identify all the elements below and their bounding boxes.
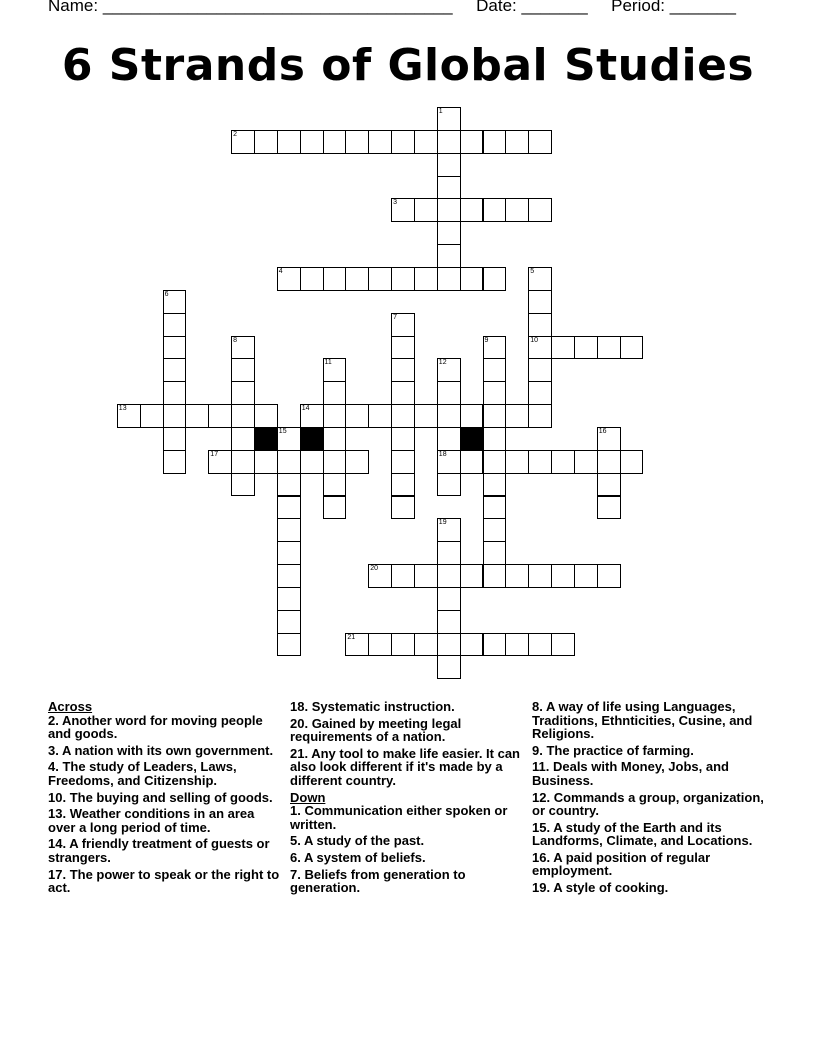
- grid-cell[interactable]: [277, 564, 301, 588]
- clue-number: 17: [210, 450, 219, 458]
- clue-number: 5: [530, 268, 535, 275]
- clue-text: The power to speak or the right to act.: [48, 866, 280, 896]
- grid-cell[interactable]: [368, 130, 392, 154]
- clue-number: 18: [438, 450, 447, 458]
- clue-item: [48, 791, 280, 805]
- clue-item: [532, 881, 764, 895]
- grid-cell[interactable]: [437, 130, 461, 154]
- grid-cell[interactable]: [414, 130, 438, 154]
- grid-cell[interactable]: [574, 450, 598, 474]
- clue-text: A paid position of regular employment.: [532, 849, 711, 879]
- grid-cell[interactable]: [597, 450, 621, 474]
- clue-text: Gained by meeting legal requirements of a nation.: [290, 715, 462, 745]
- grid-cell[interactable]: [574, 336, 598, 360]
- black-square: [460, 427, 484, 451]
- grid-cell[interactable]: [323, 381, 347, 405]
- down-clue-list-continued: [532, 700, 764, 895]
- clue-number-label: 19.: [532, 880, 551, 896]
- grid-cell[interactable]: [483, 267, 507, 291]
- grid-cell[interactable]: [483, 198, 507, 222]
- grid-cell[interactable]: [528, 564, 552, 588]
- name-blank[interactable]: _____________________________________: [102, 0, 453, 15]
- clue-item: [532, 791, 764, 818]
- clue-number: 13: [118, 405, 127, 413]
- date-blank[interactable]: _______: [521, 0, 588, 15]
- clue-number: 10: [530, 336, 538, 344]
- grid-cell[interactable]: [483, 404, 507, 428]
- grid-cell[interactable]: [254, 450, 278, 474]
- grid-cell[interactable]: [528, 313, 552, 337]
- clue-number-label: 21.: [290, 745, 309, 761]
- grid-cell[interactable]: [483, 518, 507, 542]
- grid-cell[interactable]: [505, 450, 529, 474]
- grid-cell[interactable]: [483, 381, 507, 405]
- grid-cell[interactable]: [391, 404, 415, 428]
- grid-cell[interactable]: [460, 267, 484, 291]
- clue-text: Commands a group, organization, or country.: [532, 789, 764, 819]
- grid-cell[interactable]: [391, 130, 415, 154]
- clue-text: The study of Leaders, Laws, Freedoms, and Citizenship.: [48, 759, 237, 788]
- grid-cell[interactable]: [437, 427, 461, 451]
- clue-number: 16: [598, 427, 607, 435]
- grid-cell[interactable]: [277, 450, 301, 474]
- grid-cell[interactable]: [323, 450, 347, 474]
- grid-cell[interactable]: [528, 130, 552, 154]
- grid-cell[interactable]: [437, 587, 461, 611]
- grid-cell[interactable]: [368, 564, 392, 588]
- clue-number: 14: [301, 405, 310, 413]
- across-clue-list-continued: [290, 700, 522, 787]
- clue-number-label: 8.: [532, 699, 543, 714]
- grid-cell[interactable]: [528, 358, 552, 382]
- grid-cell[interactable]: [437, 450, 461, 474]
- grid-cell[interactable]: [254, 130, 278, 154]
- grid-cell[interactable]: [208, 450, 232, 474]
- clue-text: Deals with Money, Jobs, and Business.: [532, 759, 729, 788]
- clue-number: 1: [438, 108, 443, 115]
- grid-cell[interactable]: [391, 336, 415, 360]
- clue-item: [532, 851, 764, 878]
- grid-cell[interactable]: [414, 633, 438, 657]
- date-label: Date:: [476, 0, 517, 15]
- grid-cell[interactable]: [528, 290, 552, 314]
- clue-number: 19: [438, 519, 447, 527]
- grid-cell[interactable]: [391, 633, 415, 657]
- grid-cell[interactable]: [437, 107, 461, 131]
- grid-cell[interactable]: [323, 358, 347, 382]
- clue-item: [290, 717, 522, 744]
- clue-text: A way of life using Languages, Traditions, Ethnticities, Cusine, and Religions.: [532, 699, 753, 741]
- grid-cell[interactable]: [551, 336, 575, 360]
- clue-item: [532, 700, 764, 741]
- clue-item: [48, 744, 280, 758]
- grid-cell[interactable]: [300, 267, 324, 291]
- grid-cell[interactable]: [323, 473, 347, 497]
- clue-number: 15: [278, 427, 287, 435]
- clue-text: Systematic instruction.: [308, 699, 455, 714]
- grid-cell[interactable]: [437, 221, 461, 245]
- grid-cell[interactable]: [460, 633, 484, 657]
- grid-cell[interactable]: [277, 610, 301, 634]
- name-label: Name:: [48, 0, 99, 15]
- grid-cell[interactable]: [620, 450, 644, 474]
- period-label: Period:: [611, 0, 666, 15]
- grid-cell[interactable]: [231, 404, 255, 428]
- grid-cell[interactable]: [391, 473, 415, 497]
- clue-text: A study of the Earth and its Landforms, Climate, and Locations.: [532, 819, 753, 849]
- clue-text: A friendly treatment of guests or strangers.: [48, 836, 270, 865]
- grid-cell[interactable]: [574, 564, 598, 588]
- grid-cell[interactable]: [231, 381, 255, 405]
- grid-cell[interactable]: [483, 450, 507, 474]
- grid-cell[interactable]: [300, 130, 324, 154]
- clue-text: A study of the past.: [300, 833, 425, 849]
- grid-cell[interactable]: [437, 381, 461, 405]
- clue-column-1: [48, 700, 280, 898]
- clue-item: [48, 807, 280, 834]
- clue-number: 6: [164, 290, 169, 298]
- clue-number-label: 7.: [290, 866, 301, 882]
- grid-cell[interactable]: [140, 404, 164, 428]
- grid-cell[interactable]: [163, 313, 187, 337]
- grid-cell[interactable]: [391, 450, 415, 474]
- clue-item: [532, 744, 764, 758]
- clue-column-2: [290, 700, 522, 898]
- grid-cell[interactable]: [597, 496, 621, 520]
- clue-number-label: 13.: [48, 806, 67, 822]
- grid-cell[interactable]: [277, 473, 301, 497]
- grid-cell[interactable]: [163, 427, 187, 451]
- grid-cell[interactable]: [277, 587, 301, 611]
- grid-cell[interactable]: [277, 267, 301, 291]
- clue-number: 4: [278, 268, 283, 275]
- grid-cell[interactable]: [460, 198, 484, 222]
- clue-number: 2: [233, 130, 237, 138]
- grid-cell[interactable]: [437, 473, 461, 497]
- across-clue-list: [48, 714, 280, 895]
- grid-cell[interactable]: [345, 404, 369, 428]
- grid-cell[interactable]: [483, 564, 507, 588]
- clue-number-label: 14.: [48, 836, 67, 852]
- grid-cell[interactable]: [323, 130, 347, 154]
- clue-text: The practice of farming.: [542, 742, 694, 758]
- grid-cell[interactable]: [483, 130, 507, 154]
- grid-cell[interactable]: [414, 564, 438, 588]
- grid-cell[interactable]: [323, 427, 347, 451]
- clue-number-label: 5.: [290, 833, 301, 849]
- clue-item: [532, 760, 764, 787]
- grid-cell[interactable]: [437, 267, 461, 291]
- grid-cell[interactable]: [163, 450, 187, 474]
- grid-cell[interactable]: [163, 290, 187, 314]
- clue-number-label: 12.: [532, 789, 551, 805]
- clue-number: 3: [393, 199, 397, 207]
- grid-cell[interactable]: [208, 404, 232, 428]
- clue-text: Beliefs from generation to generation.: [290, 866, 466, 896]
- grid-cell[interactable]: [323, 267, 347, 291]
- grid-cell[interactable]: [277, 130, 301, 154]
- grid-cell[interactable]: [528, 404, 552, 428]
- clue-number-label: 16.: [532, 849, 551, 865]
- grid-cell[interactable]: [163, 381, 187, 405]
- grid-cell[interactable]: [528, 633, 552, 657]
- clue-number: 7: [393, 313, 397, 321]
- grid-cell[interactable]: [300, 404, 324, 428]
- clue-number: 11: [324, 359, 332, 367]
- grid-cell[interactable]: [505, 404, 529, 428]
- clue-number-label: 1.: [290, 803, 301, 819]
- grid-cell[interactable]: [437, 358, 461, 382]
- grid-cell[interactable]: [231, 450, 255, 474]
- down-clue-list: [290, 804, 522, 895]
- grid-cell[interactable]: [460, 450, 484, 474]
- clue-text: Weather conditions in an area over a long period of time.: [48, 806, 255, 835]
- grid-cell[interactable]: [597, 336, 621, 360]
- grid-cell[interactable]: [437, 518, 461, 542]
- clue-text: A style of cooking.: [550, 880, 669, 896]
- grid-cell[interactable]: [528, 381, 552, 405]
- clue-number: 9: [484, 336, 489, 344]
- clue-item: [290, 804, 522, 831]
- grid-cell[interactable]: [414, 198, 438, 222]
- clue-number: 8: [233, 336, 237, 344]
- clue-column-3: [532, 700, 764, 898]
- clue-number-label: 6.: [290, 849, 301, 865]
- grid-cell[interactable]: [505, 633, 529, 657]
- grid-cell[interactable]: [528, 450, 552, 474]
- grid-cell[interactable]: [277, 541, 301, 565]
- clue-number-label: 3.: [48, 742, 59, 758]
- grid-cell[interactable]: [437, 655, 461, 679]
- period-blank[interactable]: _______: [669, 0, 736, 15]
- across-heading: Across: [48, 699, 93, 714]
- grid-cell[interactable]: [437, 404, 461, 428]
- clue-item: [290, 851, 522, 865]
- grid-cell[interactable]: [483, 427, 507, 451]
- clue-text: Another word for moving people and goods.: [48, 712, 263, 741]
- clue-number: 20: [370, 565, 378, 572]
- clue-text: The buying and selling of goods.: [66, 789, 273, 805]
- grid-cell[interactable]: [460, 564, 484, 588]
- grid-cell[interactable]: [323, 404, 347, 428]
- clue-item: [290, 747, 522, 788]
- page-title: 6 Strands of Global Studies: [61, 40, 755, 91]
- grid-cell[interactable]: [597, 473, 621, 497]
- grid-cell[interactable]: [437, 198, 461, 222]
- grid-cell[interactable]: [231, 427, 255, 451]
- grid-cell[interactable]: [391, 564, 415, 588]
- grid-cell[interactable]: [368, 267, 392, 291]
- grid-cell[interactable]: [505, 130, 529, 154]
- grid-cell[interactable]: [437, 610, 461, 634]
- clue-number: 12: [438, 359, 447, 367]
- grid-cell[interactable]: [483, 633, 507, 657]
- grid-cell[interactable]: [505, 198, 529, 222]
- grid-cell[interactable]: [551, 633, 575, 657]
- down-heading: Down: [290, 789, 326, 805]
- clue-item: [48, 714, 280, 741]
- grid-cell[interactable]: [483, 541, 507, 565]
- clue-number: 21: [347, 633, 356, 641]
- grid-cell[interactable]: [323, 496, 347, 520]
- clue-number-label: 10.: [48, 789, 67, 805]
- clue-item: [532, 821, 764, 848]
- grid-cell[interactable]: [163, 404, 187, 428]
- clue-text: A system of beliefs.: [300, 849, 426, 865]
- grid-cell[interactable]: [368, 404, 392, 428]
- clue-number-label: 2.: [48, 712, 59, 728]
- grid-cell[interactable]: [345, 267, 369, 291]
- grid-cell[interactable]: [437, 564, 461, 588]
- grid-cell[interactable]: [391, 267, 415, 291]
- grid-cell[interactable]: [528, 336, 552, 360]
- grid-cell[interactable]: [437, 244, 461, 268]
- grid-cell[interactable]: [277, 496, 301, 520]
- grid-cell[interactable]: [597, 564, 621, 588]
- grid-cell[interactable]: [460, 404, 484, 428]
- grid-cell[interactable]: [551, 564, 575, 588]
- grid-cell[interactable]: [163, 358, 187, 382]
- grid-cell[interactable]: [414, 267, 438, 291]
- grid-cell[interactable]: [185, 404, 209, 428]
- clue-number-label: 15.: [532, 819, 551, 835]
- clue-item: [48, 837, 280, 864]
- grid-cell[interactable]: [368, 633, 392, 657]
- grid-cell[interactable]: [483, 336, 507, 360]
- clue-number-label: 20.: [290, 715, 309, 731]
- grid-cell[interactable]: [391, 381, 415, 405]
- grid-cell[interactable]: [597, 427, 621, 451]
- grid-cell[interactable]: [231, 358, 255, 382]
- grid-cell[interactable]: [345, 450, 369, 474]
- grid-cell[interactable]: [483, 358, 507, 382]
- grid-cell[interactable]: [391, 198, 415, 222]
- clue-text: A nation with its own government.: [58, 742, 274, 758]
- grid-cell[interactable]: [117, 404, 141, 428]
- grid-cell[interactable]: [620, 336, 644, 360]
- clue-item: [290, 700, 522, 714]
- grid-cell[interactable]: [551, 450, 575, 474]
- black-square: [300, 427, 324, 451]
- grid-cell[interactable]: [505, 564, 529, 588]
- grid-cell[interactable]: [483, 473, 507, 497]
- clue-number-label: 4.: [48, 759, 59, 775]
- clue-text: Communication either spoken or written.: [290, 803, 508, 832]
- clue-item: [290, 868, 522, 895]
- grid-cell[interactable]: [254, 404, 278, 428]
- grid-cell[interactable]: [460, 130, 484, 154]
- black-square: [254, 427, 278, 451]
- grid-cell[interactable]: [345, 633, 369, 657]
- clue-item: [290, 834, 522, 848]
- grid-cell[interactable]: [528, 198, 552, 222]
- clue-number-label: 17.: [48, 866, 67, 882]
- grid-cell[interactable]: [231, 336, 255, 360]
- grid-cell[interactable]: [391, 496, 415, 520]
- clue-item: [48, 868, 280, 895]
- grid-cell[interactable]: [163, 336, 187, 360]
- grid-cell[interactable]: [437, 541, 461, 565]
- grid-cell[interactable]: [277, 427, 301, 451]
- clue-number-label: 18.: [290, 699, 309, 714]
- grid-cell[interactable]: [437, 176, 461, 200]
- grid-cell[interactable]: [345, 130, 369, 154]
- grid-cell[interactable]: [231, 473, 255, 497]
- grid-cell[interactable]: [391, 358, 415, 382]
- grid-cell[interactable]: [277, 518, 301, 542]
- clue-item: [48, 760, 280, 787]
- clue-number-label: 11.: [532, 759, 550, 775]
- grid-cell[interactable]: [483, 496, 507, 520]
- grid-cell[interactable]: [528, 267, 552, 291]
- clue-text: Any tool to make life easier. It can also look different if it's made by a different country.: [290, 745, 521, 788]
- grid-cell[interactable]: [391, 427, 415, 451]
- grid-cell[interactable]: [277, 633, 301, 657]
- grid-cell[interactable]: [300, 450, 324, 474]
- grid-cell[interactable]: [437, 153, 461, 177]
- grid-cell[interactable]: [437, 633, 461, 657]
- grid-cell[interactable]: [414, 404, 438, 428]
- grid-cell[interactable]: [391, 313, 415, 337]
- clue-number-label: 9.: [532, 742, 543, 758]
- grid-cell[interactable]: [231, 130, 255, 154]
